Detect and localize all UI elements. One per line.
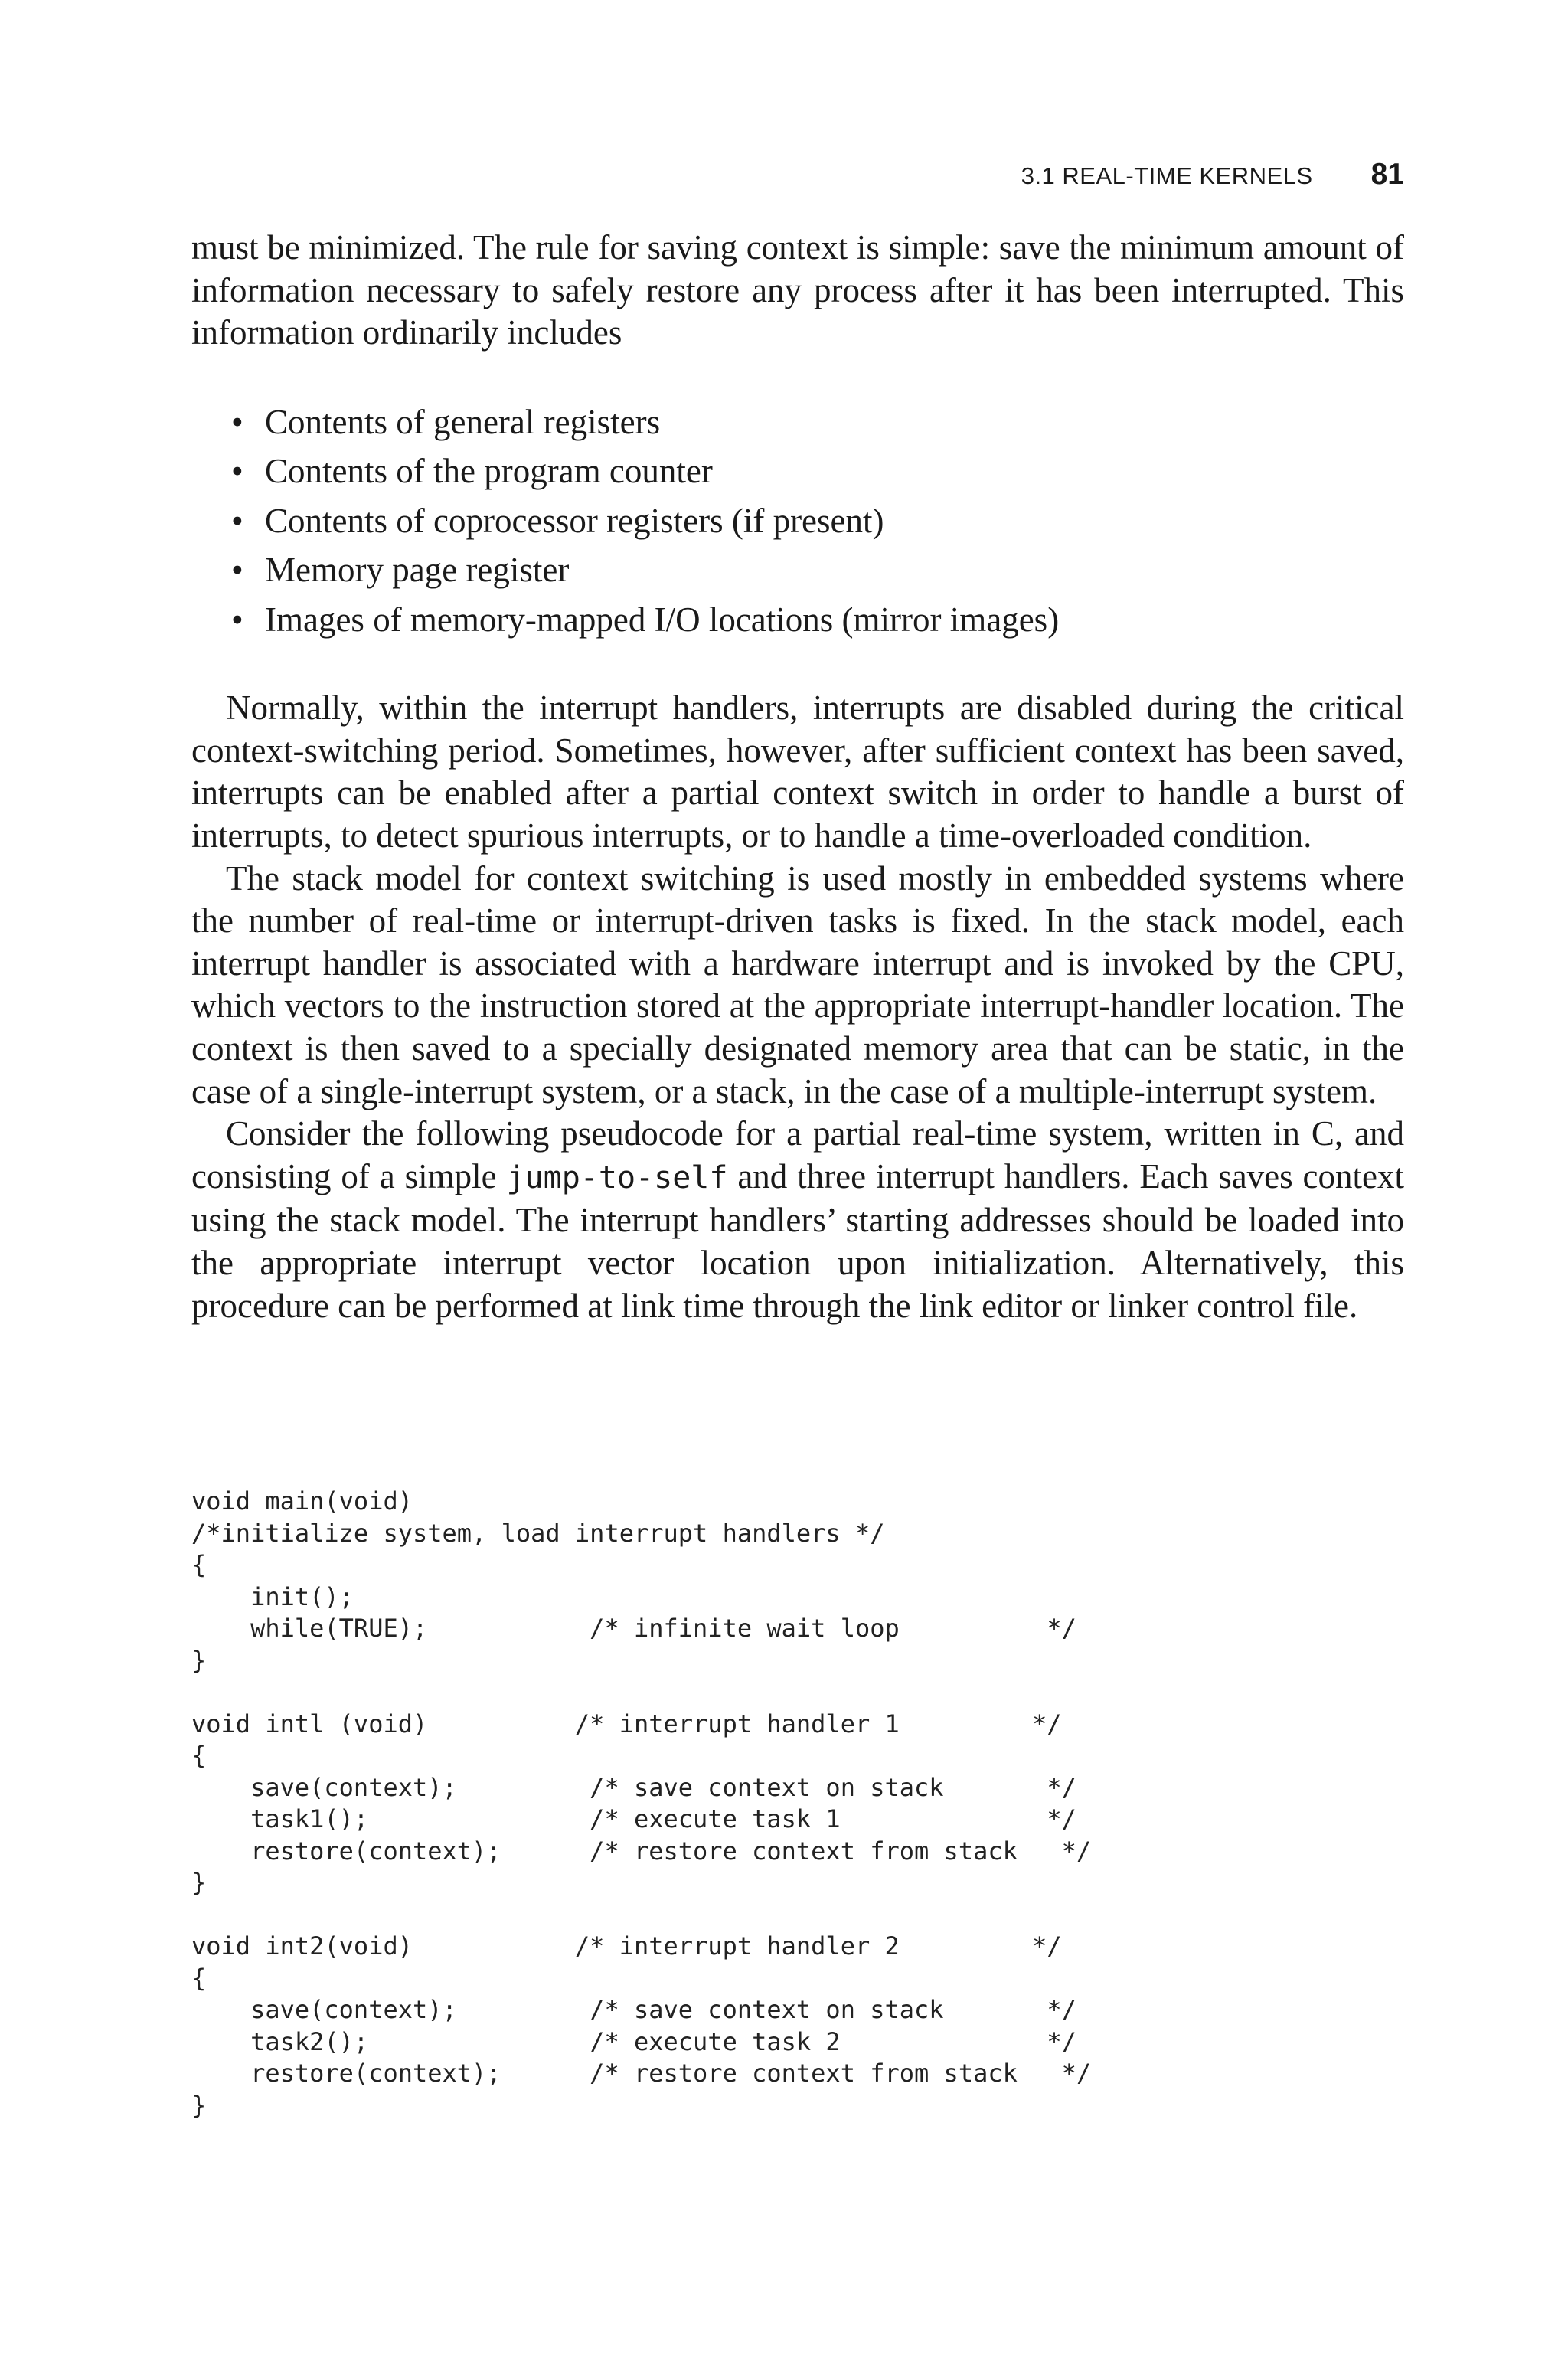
paragraph-text-after: and three interrupt handlers. Each saves context using the stack model. The interrupt handlers’ starting addresses should be loaded into the appropriate interrupt vector location upon initialization. Alternatively, this procedure can be performed at link time through the link editor or linker control file.: [191, 1156, 1404, 1325]
paragraph-text-before: Consider the following pseudocode for a partial real-time system, written in C, and consisting of a simple: [191, 1114, 1404, 1195]
list-item: • Contents of the program counter: [191, 446, 1404, 496]
intro-paragraph: must be minimized. The rule for saving context is simple: save the minimum amount of information necessary to safely restore any process after it has been interrupted. This information ordinarily includes: [191, 228, 1404, 352]
list-item: • Images of memory-mapped I/O locations (mirror images): [191, 595, 1404, 645]
list-item: • Contents of coprocessor registers (if present): [191, 496, 1404, 546]
section-title: 3.1 REAL-TIME KERNELS: [1021, 162, 1313, 189]
paragraph-stack-model: The stack model for context switching is used mostly in embedded systems where the number of real-time or interrupt-driven tasks is fixed. In the stack model, each interrupt handler is associated with a hardware interrupt and is invoked by the CPU, which vectors to the instruction stored at the appropriate interrupt-handler location. The context is then saved to a specially designated memory area that can be static, in the case of a single-interrupt system, or a stack, in the case of a multiple-interrupt system.: [191, 859, 1404, 1110]
page-number: 81: [1370, 158, 1404, 191]
list-item: • Contents of general registers: [191, 397, 1404, 447]
list-item: • Memory page register: [191, 545, 1404, 595]
running-header: [191, 156, 1404, 195]
inline-code: jump-to-self: [506, 1159, 728, 1195]
main-text: [191, 227, 1404, 1327]
paragraph-pseudocode: [191, 1113, 1404, 1327]
paragraph-interrupts: Normally, within the interrupt handlers, interrupts are disabled during the critical context-switching period. Sometimes, however, after sufficient context has been saved, interrupts can be enabled after a partial context switch in order to handle a burst of interrupts, to detect spurious interrupts, or to handle a time-overloaded condition.: [191, 688, 1404, 855]
code-listing: void main(void) /*initialize system, load interrupt handlers */ { init(); while(TRUE); /* infinite wait loop */ } void intl (void) /* interrupt handler 1 */ { save(context); /* save context on stack */ task1(); /* execute task 1 */ restore(context); /* restore context from stack */ } void int2(void) /* interrupt handler 2 */ { save(context); /* save context on stack */ task2(); /* execute task 2 */ restore(context); /* restore context from stack */ }: [191, 1487, 1092, 2120]
context-list: [191, 397, 1404, 645]
